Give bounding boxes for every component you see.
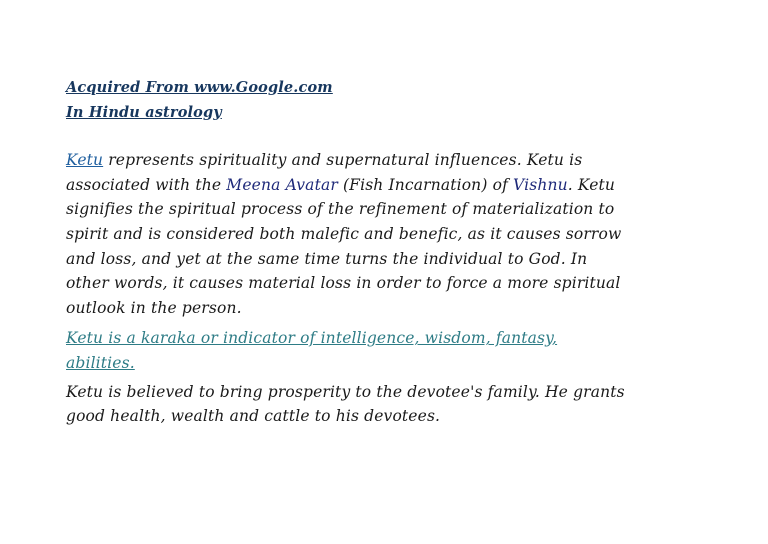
karaka-link[interactable]: Ketu is a karaka or indicator of intelligence, wisdom, fantasy, — [66, 329, 558, 348]
paragraph-text: associated with the — [66, 175, 227, 194]
blank-line — [66, 125, 686, 146]
paragraph-prosperity — [66, 380, 686, 429]
paragraph-line: signifies the spiritual process of the refinement of materialization to — [66, 200, 615, 219]
context-heading[interactable]: In Hindu astrology — [66, 103, 222, 121]
vishnu-link[interactable]: Vishnu — [513, 175, 568, 194]
document-page — [66, 76, 686, 429]
paragraph-line: good health, wealth and cattle to his devotees. — [66, 407, 441, 426]
paragraph-line: outlook in the person. — [66, 298, 242, 317]
ketu-link[interactable]: Ketu — [66, 151, 104, 170]
paragraph-ketu-description — [66, 148, 686, 320]
paragraph-karaka — [66, 326, 686, 375]
paragraph-text: . Ketu — [567, 175, 616, 194]
paragraph-line — [66, 173, 686, 198]
paragraph-line: and loss, and yet at the same time turns the individual to God. In — [66, 249, 588, 268]
source-link[interactable]: Acquired From www.Google.com — [66, 79, 333, 96]
paragraph-text: (Fish Incarnation) of — [337, 175, 514, 194]
paragraph-text: represents spirituality and supernatural influences. Ketu is — [103, 151, 583, 170]
paragraph-line: Ketu is believed to bring prosperity to the devotee's family. He grants — [66, 382, 625, 401]
karaka-link-continued[interactable]: abilities. — [66, 353, 135, 372]
meena-avatar-link[interactable]: Meena Avatar — [226, 175, 338, 194]
paragraph-line: spirit and is considered both malefic and benefic, as it causes sorrow — [66, 224, 622, 243]
paragraph-line: other words, it causes material loss in order to force a more spiritual — [66, 274, 621, 293]
paragraph-line — [66, 148, 686, 173]
